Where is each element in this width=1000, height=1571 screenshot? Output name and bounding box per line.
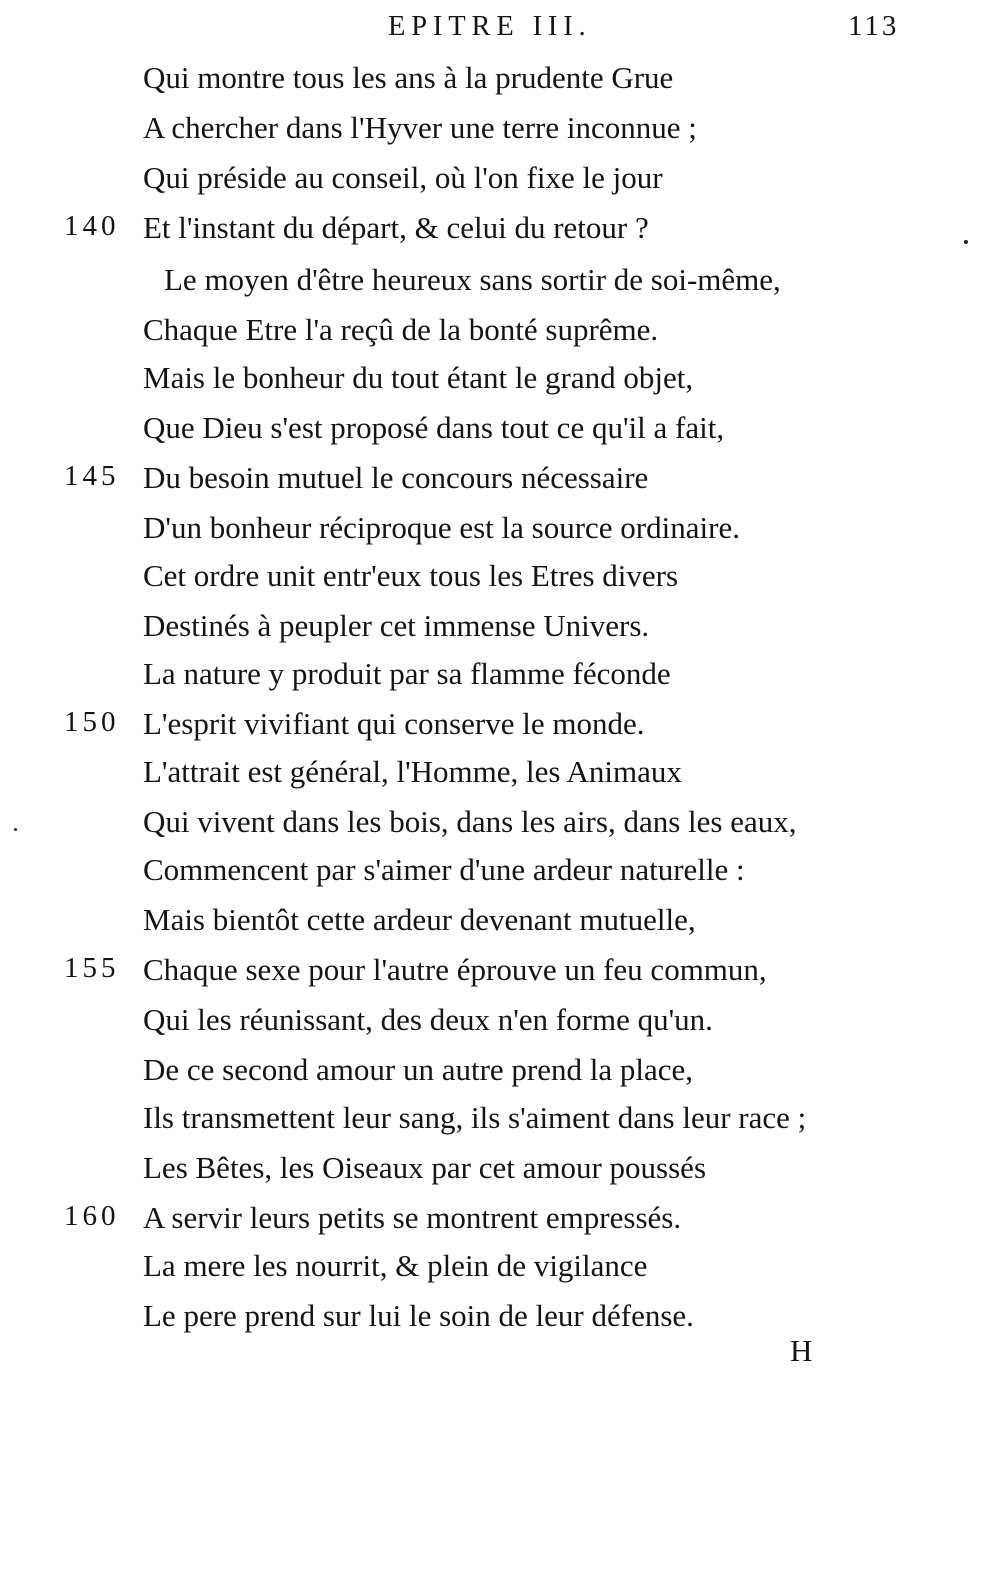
verse-text: Qui les réunissant, des deux n'en forme qu'un. <box>143 1002 713 1037</box>
verse-line <box>0 60 1000 108</box>
verse-text: A servir leurs petits se montrent empressés. <box>143 1200 682 1235</box>
verse-line <box>0 262 1000 310</box>
verse-line <box>0 1150 1000 1198</box>
verse-text: Le moyen d'être heureux sans sortir de soi-même, <box>164 262 781 297</box>
verse-text: Ils transmettent leur sang, ils s'aiment dans leur race ; <box>143 1100 807 1135</box>
verse-line <box>0 902 1000 950</box>
verse-line <box>0 312 1000 360</box>
verse-text: Chaque Etre l'a reçû de la bonté suprême. <box>143 312 659 347</box>
verse-line <box>0 210 1000 258</box>
running-title: EPITRE III. <box>388 10 592 42</box>
verse-line <box>0 656 1000 704</box>
ink-speck <box>14 828 17 831</box>
verse-line <box>0 1248 1000 1296</box>
page-number: 113 <box>848 10 900 42</box>
verse-text: Destinés à peupler cet immense Univers. <box>143 608 650 643</box>
line-number: 150 <box>64 706 120 738</box>
verse-line <box>0 510 1000 558</box>
verse-line <box>0 804 1000 852</box>
verse-text: Qui préside au conseil, où l'on fixe le jour <box>143 160 663 195</box>
verse-text: La nature y produit par sa flamme féconde <box>143 656 671 691</box>
verse-line <box>0 160 1000 208</box>
signature-mark: H <box>790 1333 813 1368</box>
line-number: 140 <box>64 210 120 242</box>
verse-text: Le pere prend sur lui le soin de leur défense. <box>143 1298 694 1333</box>
verse-text: Mais le bonheur du tout étant le grand objet, <box>143 360 694 395</box>
verse-text: L'attrait est général, l'Homme, les Animaux <box>143 754 682 789</box>
verse-line <box>0 1002 1000 1050</box>
verse-line <box>0 706 1000 754</box>
verse-text: Chaque sexe pour l'autre éprouve un feu commun, <box>143 952 767 987</box>
verse-line <box>0 1100 1000 1148</box>
verse-text: Commencent par s'aimer d'une ardeur naturelle : <box>143 852 745 887</box>
verse-line <box>0 558 1000 606</box>
verse-line <box>0 852 1000 900</box>
verse-line <box>0 360 1000 408</box>
verse-text: La mere les nourrit, & plein de vigilance <box>143 1248 648 1283</box>
verse-text: De ce second amour un autre prend la place, <box>143 1052 693 1087</box>
verse-text: Mais bientôt cette ardeur devenant mutuelle, <box>143 902 696 937</box>
verse-text: Qui montre tous les ans à la prudente Grue <box>143 60 674 95</box>
verse-text: Les Bêtes, les Oiseaux par cet amour poussés <box>143 1150 707 1185</box>
verse-text: Qui vivent dans les bois, dans les airs, dans les eaux, <box>143 804 797 839</box>
verse-line <box>0 1200 1000 1248</box>
verse-text: A chercher dans l'Hyver une terre inconnue ; <box>143 110 697 145</box>
verse-line <box>0 410 1000 458</box>
verse-line <box>0 460 1000 508</box>
verse-text: Que Dieu s'est proposé dans tout ce qu'il a fait, <box>143 410 725 445</box>
verse-text: Et l'instant du départ, & celui du retour ? <box>143 210 649 245</box>
verse-line <box>0 1298 1000 1346</box>
verse-text: Cet ordre unit entr'eux tous les Etres divers <box>143 558 679 593</box>
verse-line <box>0 608 1000 656</box>
verse-text: L'esprit vivifiant qui conserve le monde. <box>143 706 645 741</box>
verse-line <box>0 110 1000 158</box>
line-number: 145 <box>64 460 120 492</box>
line-number: 155 <box>64 952 120 984</box>
verse-line <box>0 952 1000 1000</box>
verse-line <box>0 1052 1000 1100</box>
ink-speck <box>964 240 968 244</box>
verse-line <box>0 754 1000 802</box>
verse-text: D'un bonheur réciproque est la source ordinaire. <box>143 510 740 545</box>
line-number: 160 <box>64 1200 120 1232</box>
verse-text: Du besoin mutuel le concours nécessaire <box>143 460 649 495</box>
